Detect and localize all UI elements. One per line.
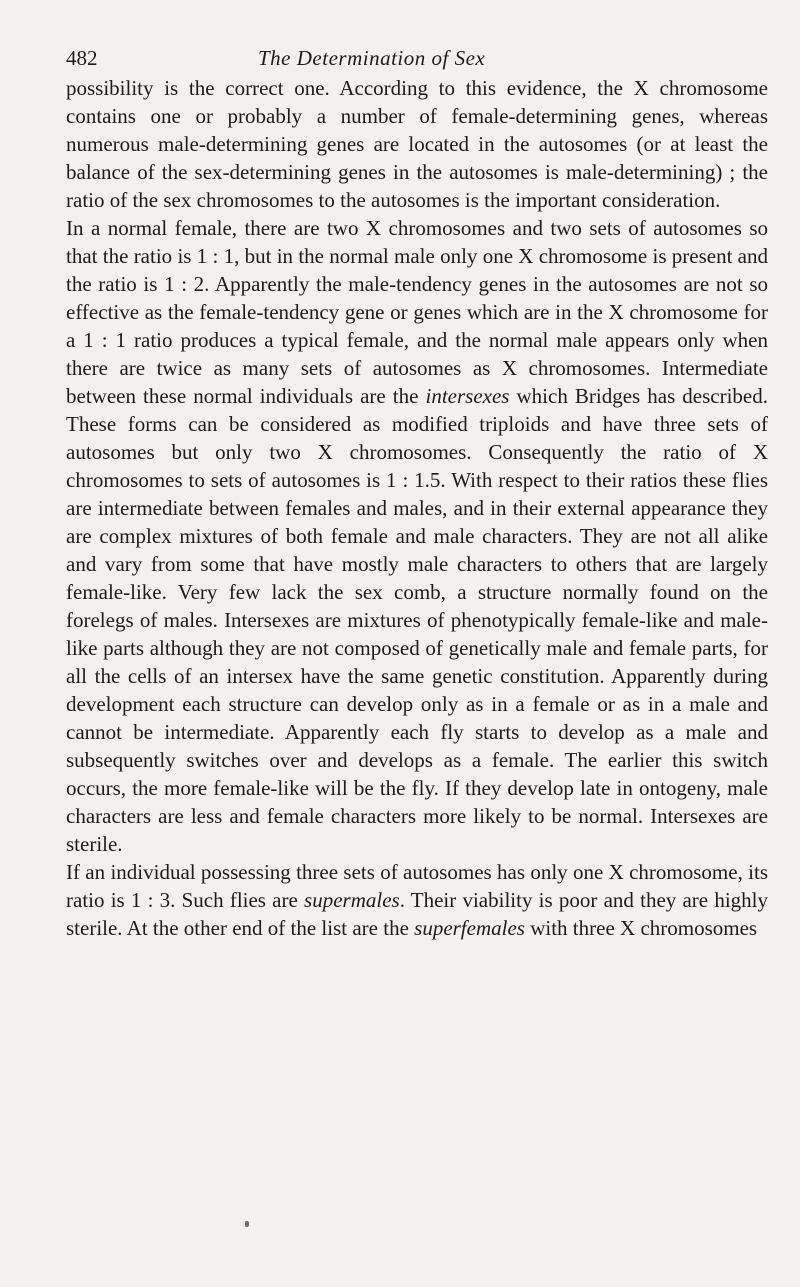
paragraph-2 xyxy=(66,214,768,858)
paragraph-2-text-b: which Bridges has described. These forms can be considered as modified triploids and have three sets of autosomes but only two X chromosomes. Consequently the ratio of X chromosomes to sets of autosomes is 1 : 1.5. With respect to their ratios these flies are intermediate between females and males, and in their external appearance they are complex mixtures of both female and male characters. They are not all alike and vary from some that have mostly male characters to others that are largely female-like. Very few lack the sex comb, a structure normally found on the forelegs of males. Intersexes are mixtures of phenotypically female-like and male-like parts although they are not composed of genetically male and female parts, for all the cells of an intersex have the same genetic constitution. Apparently during development each structure can develop only as in a female or as in a male and cannot be intermediate. Apparently each fly starts to develop as a male and subsequently switches over and develops as a female. The earlier this switch occurs, the more female-like will be the fly. If they develop late in ontogeny, male characters are less and female characters more likely to be normal. Intersexes are sterile. xyxy=(66,384,768,856)
term-intersexes: intersexes xyxy=(425,384,510,408)
page-number: 482 xyxy=(66,46,98,70)
paragraph-3-text-a: If an individual possessing three sets of autosomes has only one X chromosome, its ratio is 1 : 3. Such flies are xyxy=(66,860,768,912)
running-head xyxy=(66,30,768,74)
running-title: The Determination of Sex xyxy=(258,46,486,70)
paragraph-2-text-a: In a normal female, there are two X chromosomes and two sets of autosomes so that the ratio is 1 : 1, but in the normal male only one X chromosome is present and the ratio is 1 : 2. Apparently the male-tendency genes in the autosomes are not so effective as the female-tendency gene or genes which are in the X chromosome for a 1 : 1 ratio produces a typical female, and the normal male appears only when there are twice as many sets of autosomes as X chromosomes. Intermediate between these normal individuals are the xyxy=(66,216,768,408)
paragraph-1 xyxy=(66,74,768,214)
ink-speck xyxy=(245,1221,249,1227)
body-text xyxy=(66,74,768,942)
paragraph-3-text-b: . Their viability is poor and they are highly sterile. At the other end of the list are the xyxy=(66,888,768,940)
book-page xyxy=(66,30,768,942)
term-supermales: supermales xyxy=(304,888,400,912)
term-superfemales: superfemales xyxy=(414,916,525,940)
paragraph-3-text-c: with three X chromosomes xyxy=(524,916,758,940)
paragraph-1-text: possibility is the correct one. According to this evidence, the X chromosome contains one or probably a number of female-determining genes, whereas numerous male-determining genes are located in the autosomes (or at least the balance of the sex-determining genes in the autosomes is male-determining) ; the ratio of the sex chromosomes to the autosomes is the important consideration. xyxy=(66,76,768,212)
paragraph-3 xyxy=(66,858,768,942)
